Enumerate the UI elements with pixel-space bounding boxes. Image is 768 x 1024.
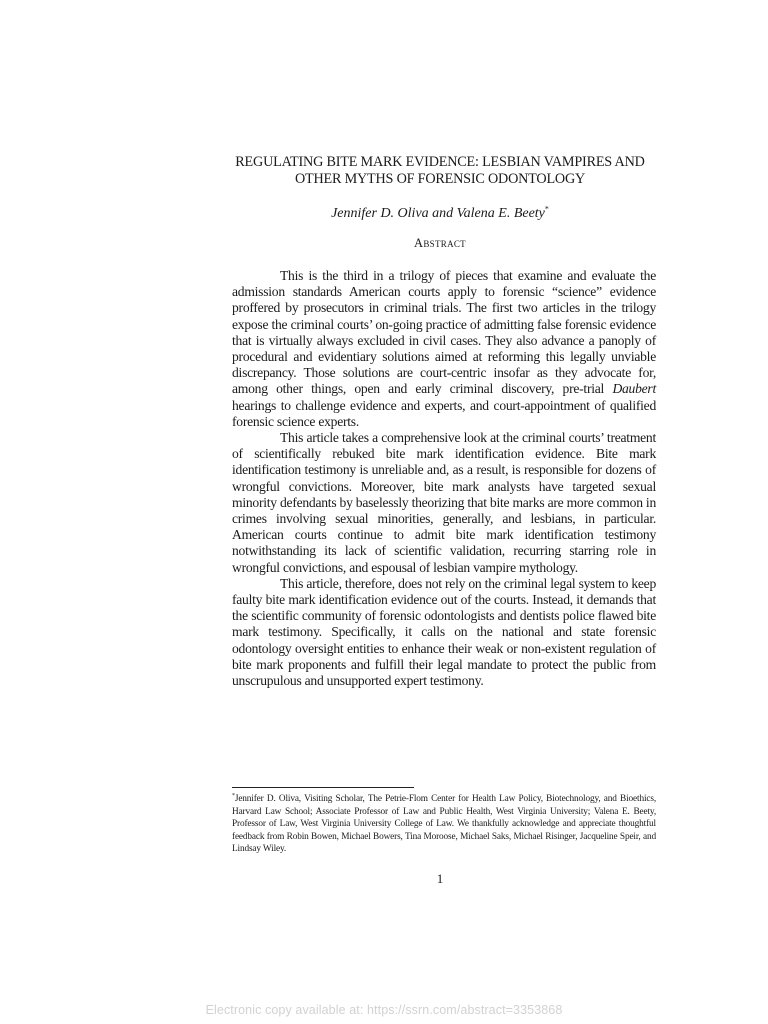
ssrn-watermark[interactable]: Electronic copy available at: https://ssrn.com/abstract=3353868 <box>205 1003 563 1017</box>
abstract-body <box>232 268 656 689</box>
paper-title-line-2: OTHER MYTHS OF FORENSIC ODONTOLOGY <box>294 171 586 187</box>
abstract-paragraph-1 <box>232 268 656 430</box>
abstract-paragraph-2: This article takes a comprehensive look at the criminal courts’ treatment of scientifically rebuked bite mark identification evidence. Bite mark identification testimony is unreliable and, as a result, is responsible for dozens of wrongful convictions. Moreover, bite mark analysts have targeted sexual minority defendants by baselessly theorizing that bite marks are more common in crimes involving sexual minorities, generally, and lesbians, in particular. American courts continue to admit bite mark identification testimony notwithstanding its lack of scientific validation, recurring starring role in wrongful convictions, and espousal of lesbian vampire mythology. <box>232 430 656 575</box>
page-number: 1 <box>436 871 444 886</box>
paper-title-line-1: REGULATING BITE MARK EVIDENCE: LESBIAN VAMPIRES AND <box>235 154 645 170</box>
paper-title <box>200 154 680 188</box>
author-names: Jennifer D. Oliva and Valena E. Beety <box>331 206 545 221</box>
footnote-marker: * <box>232 792 235 799</box>
abstract-p1-italic-term: Daubert <box>612 381 656 397</box>
abstract-paragraph-3: This article, therefore, does not rely on the criminal legal system to keep faulty bite mark identification evidence out of the courts. Instead, it demands that the scientific community of forensic odontologists and dentists police flawed bite mark testimony. Specifically, it calls on the national and state forensic odontology oversight entities to enhance their weak or non-existent regulation of bite mark proponents and fulfill their legal mandate to protect the public from unscrupulous and unsupported expert testimony. <box>232 575 656 689</box>
footnote <box>232 793 656 856</box>
footnote-text: Jennifer D. Oliva, Visiting Scholar, The Petrie-Flom Center for Health Law Policy, Biotechnology, and Bioethics, Harvard Law School; Associate Professor of Law and Public Health, West Virginia University; Valena E. Beety, Professor of Law, West Virginia University College of Law. We thankfully acknowledge and appreciate thoughtful feedback from Robin Bowen, Michael Bowers, Tina Moroose, Michael Saks, Michael Risinger, Jacqueline Speir, and Lindsay Wiley. <box>232 794 656 854</box>
footnote-divider <box>232 787 414 788</box>
abstract-heading: Abstract <box>414 236 466 250</box>
abstract-p1-text-a: This is the third in a trilogy of pieces that examine and evaluate the admission standards American courts apply to forensic “science” evidence proffered by prosecutors in criminal trials. The first two articles in the trilogy expose the criminal courts’ on-going practice of admitting false forensic evidence that is virtually always excluded in civil cases. They also advance a panoply of procedural and evidentiary solutions aimed at reforming this legally unviable discrepancy. Those solutions are court-centric insofar as they advocate for, among other things, open and early criminal discovery, pre-trial <box>232 268 656 397</box>
author-footnote-marker[interactable]: * <box>544 204 549 214</box>
abstract-p1-text-b: hearings to challenge evidence and experts, and court-appointment of qualified forensic science experts. <box>232 397 656 429</box>
paper-authors <box>200 205 680 222</box>
